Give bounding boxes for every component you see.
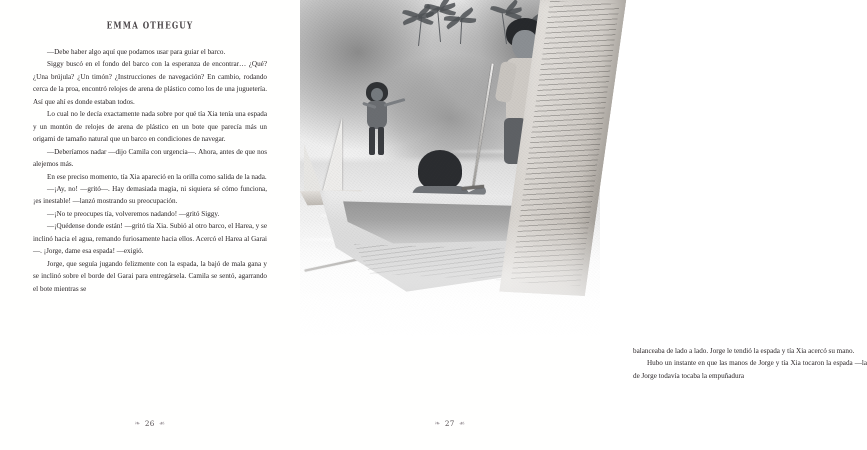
figure-girl-on-shore — [358, 82, 398, 160]
paragraph: En ese preciso momento, tía Xia apareció en la orilla como salida de la nada. — [47, 172, 267, 181]
left-page-text-column — [33, 46, 267, 295]
page-number: 27 — [444, 419, 455, 428]
paragraph: —Deberíamos nadar —dijo Camila con urgencia—. Ahora, antes de que nos alejemos más. — [33, 147, 267, 169]
folio-ornament-right-icon: ☙ — [458, 419, 466, 428]
paragraph: Siggy buscó en el fondo del barco con la esperanza de encontrar… ¿Qué? ¿Una brújula? ¿Un timón? ¿Instrucciones de navegación? En cambio, rodando cerca de la proa, encontró relojes de arena de plástico como los de una juguetería. Así que ahí es donde estaban todos. — [33, 60, 267, 106]
paragraph: Lo cual no le decía exactamente nada sobre por qué tía Xia tenía una espada y un montón de relojes de arena de plástico en un bote que parecía más un origami de tamaño natural que un barco en condiciones de navegar. — [33, 110, 267, 144]
folio-ornament-left-icon: ❧ — [434, 419, 441, 428]
folio-ornament-right-icon: ☙ — [158, 419, 166, 428]
folio-right — [300, 419, 600, 428]
illustration — [300, 0, 600, 340]
folio-left — [0, 419, 300, 428]
folio-ornament-left-icon: ❧ — [134, 419, 141, 428]
paragraph: —¡Quédense donde están! —gritó tía Xia. Subió al otro barco, el Harea, y se inclinó hacia el agua, remando furiosamente hacia ellos. Acercó el Harea al Garai—. ¡Jorge, dame esa espada! —exigió. — [33, 222, 267, 256]
paragraph: Jorge, que seguía jugando felizmente con la espada, la bajó de mala gana y se inclinó sobre el borde del Garai para entregársela. Camila se sentó, agarrando el bote mientras se — [33, 259, 267, 293]
paragraph: balanceaba de lado a lado. Jorge le tendió la espada y tía Xia acercó su mano. — [633, 347, 855, 355]
right-page-text-column — [633, 345, 867, 382]
left-page — [0, 0, 300, 450]
right-page — [300, 0, 867, 450]
paragraph: Hubo un instante en que las manos de Jorge y tía Xia tocaron la espada —la de Jorge todavía tocaba la empuñadura — [633, 359, 867, 380]
page-number: 26 — [144, 419, 155, 428]
paragraph: —¡No te preocupes tía, volveremos nadando! —gritó Siggy. — [47, 209, 220, 218]
running-head-author: EMMA OTHEGUY — [106, 20, 194, 31]
paragraph: —¡Ay, no! —gritó—. Hay demasiada magia, ni siquiera sé cómo funciona, ¡es inestable! —lanzó mostrando su preocupación. — [33, 184, 267, 206]
paragraph: —Debe haber algo aquí que podamos usar para guiar el barco. — [47, 48, 226, 56]
